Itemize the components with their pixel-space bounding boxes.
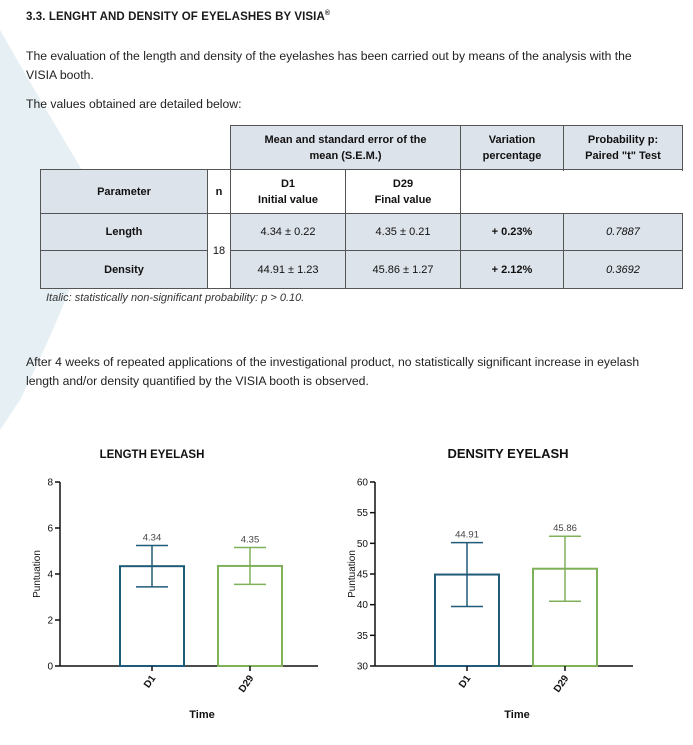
y-tick-label: 45 — [356, 569, 368, 581]
header-parameter: Parameter — [41, 170, 208, 214]
header-n: n — [208, 170, 231, 214]
table-row — [41, 214, 683, 251]
x-tick-label: D29 — [551, 673, 572, 695]
y-tick-label: 6 — [47, 523, 53, 535]
row-probability: 0.3692 — [564, 251, 683, 289]
data-label: 44.91 — [455, 529, 479, 541]
y-tick-label: 50 — [356, 538, 368, 550]
data-label: 45.86 — [553, 523, 577, 535]
density-eyelash-chart — [338, 442, 663, 732]
header-variation: Variation percentage — [461, 126, 564, 170]
y-axis-label: Puntuation — [347, 550, 358, 598]
header-d1 — [231, 170, 346, 214]
x-tick-label: D1 — [457, 673, 474, 691]
y-tick-label: 35 — [356, 630, 368, 642]
values-intro-paragraph: The values obtained are detailed below: — [26, 97, 242, 111]
header-probability: Probability p: Paired "t" Test — [564, 126, 683, 170]
n-value — [208, 214, 231, 289]
row-parameter: Length — [41, 214, 208, 251]
intro-paragraph: The evaluation of the length and density of the eyelashes has been carried out by means of the analysis with the VISIA booth. — [26, 49, 632, 82]
chart-title: DENSITY EYELASH — [447, 446, 569, 461]
table-note: Italic: statistically non-significant probability: p > 0.10. — [46, 292, 305, 304]
y-tick-label: 30 — [356, 661, 368, 673]
y-tick-label: 55 — [356, 508, 368, 520]
registered-mark: ® — [324, 10, 331, 17]
y-tick-label: 0 — [47, 661, 53, 673]
data-label: 4.34 — [142, 532, 162, 544]
row-probability: 0.7887 — [564, 214, 683, 251]
x-axis-label: Time — [504, 709, 530, 721]
row-parameter: Density — [41, 251, 208, 289]
y-tick-label: 8 — [47, 477, 53, 489]
row-d1: 4.34 ± 0.22 — [231, 214, 346, 251]
header-mean: Mean and standard error of the mean (S.E.M.) — [231, 126, 461, 170]
y-axis-label: Puntuation — [32, 550, 43, 598]
row-d29: 45.86 ± 1.27 — [346, 251, 461, 289]
header-d29-label: D29 — [392, 177, 414, 190]
row-d29: 4.35 ± 0.21 — [346, 214, 461, 251]
x-tick-label: D1 — [142, 673, 159, 691]
header-d1-label: D1 — [280, 177, 296, 190]
results-table — [40, 125, 683, 289]
x-axis-label: Time — [189, 709, 215, 721]
header-d29-sublabel: Final value — [374, 193, 432, 206]
length-chart-svg — [30, 442, 355, 732]
data-label: 4.35 — [240, 534, 260, 546]
section-title: 3.3. LENGHT AND DENSITY OF EYELASHES BY VISIA® — [26, 10, 331, 23]
chart-title: LENGTH EYELASH — [99, 449, 205, 461]
n-value-text: 18 — [212, 245, 226, 257]
y-tick-label: 2 — [47, 615, 53, 627]
row-d1: 44.91 ± 1.23 — [231, 251, 346, 289]
table-row — [41, 251, 683, 289]
header-d1-sublabel: Initial value — [258, 193, 318, 206]
density-chart-svg — [338, 442, 663, 732]
y-tick-label: 4 — [47, 569, 53, 581]
y-tick-label: 40 — [356, 600, 368, 612]
length-eyelash-chart — [30, 442, 355, 732]
x-tick-label: D29 — [236, 673, 257, 695]
empty-corner — [41, 126, 231, 170]
header-d29 — [346, 170, 461, 214]
row-variation: + 0.23% — [461, 214, 564, 251]
row-variation: + 2.12% — [461, 251, 564, 289]
conclusion-paragraph: After 4 weeks of repeated applications of the investigational product, no statistically significant increase in eyelash length and/or density quantified by the VISIA booth is observed. — [26, 355, 640, 388]
y-tick-label: 60 — [356, 477, 368, 489]
